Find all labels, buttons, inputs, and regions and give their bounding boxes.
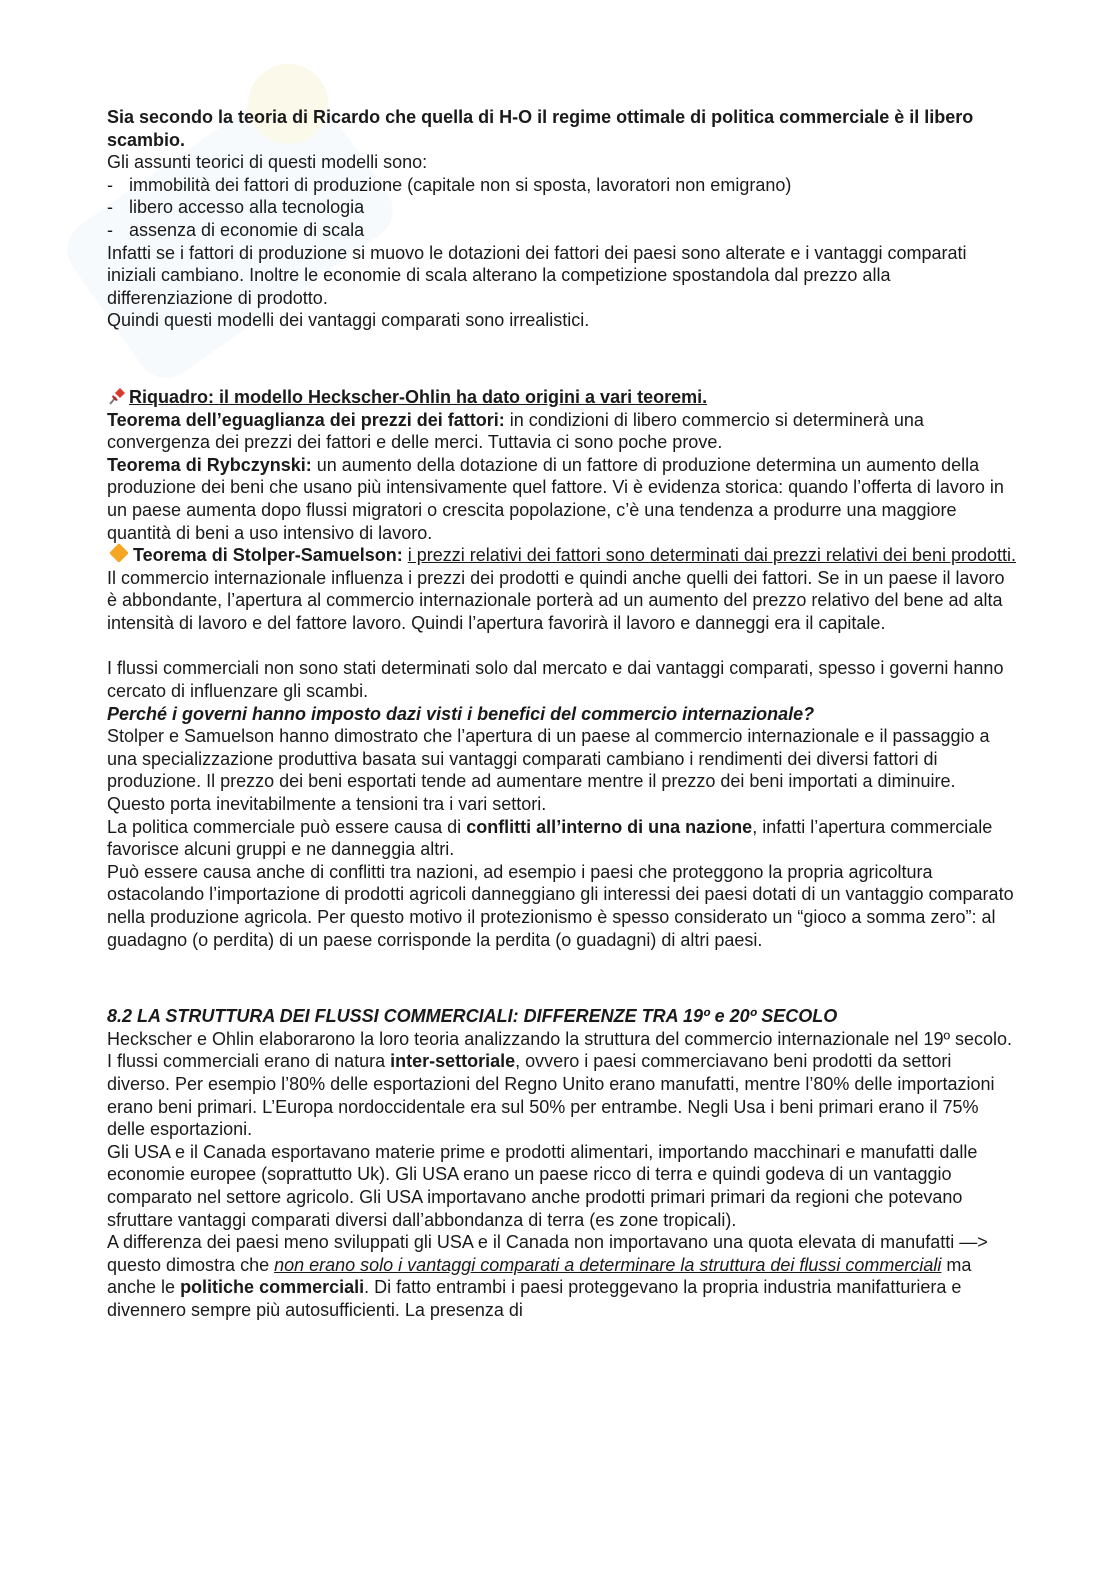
orange-diamond-icon [109,543,129,563]
document-page [107,106,1019,1322]
list-item: - assenza di economie di scala [107,219,1019,242]
intro-conclusion: Quindi questi modelli dei vantaggi comparati sono irrealistici. [107,310,590,331]
gov-paragraph-4: La politica commerciale può essere causa di conflitti all’interno di una nazione, infatti l’apertura commerciale favorisce alcuni gruppi e ne danneggia altri. [107,816,993,860]
gov-question: Perché i governi hanno imposto dazi visti i benefici del commercio internazionale? [107,703,815,724]
pushpin-icon [107,386,127,406]
gov-paragraph-1: I flussi commerciali non sono stati determinati solo dal mercato e dai vantaggi comparati, spesso i governi hanno cercato di influenzare gli scambi. [107,658,1004,702]
section-paragraph-1: Heckscher e Ohlin elaborarono la loro teoria analizzando la struttura del commercio internazionale nel 19º secolo. I flussi commerciali erano di natura inter-settoriale, ovvero i paesi commerciavano beni prodotti da settori diverso. Per esempio l’80% delle esportazioni del Regno Unito erano manufatti, mentre l’80% delle importazioni erano beni primari. L’Europa nordoccidentale era sul 50% per entrambe. Negli Usa i beni primari erano il 75% delle esportazioni. [107,1028,1013,1140]
intro-explanation: Infatti se i fattori di produzione si muovo le dotazioni dei fattori dei paesi sono alterate e i vantaggi comparati iniziali cambiano. Inoltre le economie di scala alterano la competizione spostandola dal prezzo alla differenziazione di prodotto. [107,242,967,308]
assumptions-lead: Gli assunti teorici di questi modelli sono: [107,152,428,173]
section-paragraph-2: Gli USA e il Canada esportavano materie prime e prodotti alimentari, importando macchinari e manufatti dalle economie europee (soprattutto Uk). Gli USA erano un paese ricco di terra e quindi godeva di un vantaggio comparato nel settore agricolo. Gli USA importavano anche prodotti primari primari da regioni che potevano sfruttare vantaggi comparati diversi dall’abbondanza di terra (es zone tropicali). [107,1141,978,1230]
list-item: - immobilità dei fattori di produzione (capitale non si sposta, lavoratori non emigrano) [107,174,1019,197]
gov-paragraph-2: Stolper e Samuelson hanno dimostrato che l’apertura di un paese al commercio internazionale e il passaggio a una specializzazione produttiva basata sui vantaggi comparati cambiano i rendimenti dei diversi fattori di produzione. Il prezzo dei beni esportati tende ad aumentare mentre il prezzo dei beni importati a diminuire. [107,726,990,792]
box-title: Riquadro: il modello Heckscher-Ohlin ha dato origini a vari teoremi. [107,386,1019,409]
list-item: - libero accesso alla tecnologia [107,196,1019,219]
gov-paragraph-3: Questo porta inevitabilmente a tensioni tra i vari settori. [107,794,547,815]
gov-paragraph-5: Può essere causa anche di conflitti tra nazioni, ad esempio i paesi che proteggono la propria agricoltura ostacolando l’importazione di prodotti agricoli danneggiano gli interessi dei paesi dotati di un vantaggio comparato nella produzione agricola. Per questo motivo il protezionismo è spesso considerato un “gioco a somma zero”: al guadagno (o perdita) di un paese corrisponde la perdita (o guadagni) di altri paesi. [107,861,1014,950]
theorem-rybczynski: Teorema di Rybczynski: un aumento della dotazione di un fattore di produzione determina un aumento della produzione dei beni che usano più intensivamente quel fattore. Vi è evidenza storica: quando l’offerta di lavoro in un paese aumenta dopo flussi migratori o crescita popolazione, c’è una tendenza a produrre una maggiore quantità di beni a uso intensivo di lavoro. [107,454,1004,543]
section-paragraph-3: A differenza dei paesi meno sviluppati gli USA e il Canada non importavano una quota elevata di manufatti —> questo dimostra che non erano solo i vantaggi comparati a determinare la struttura dei flussi commerciali ma anche le politiche commerciali. Di fatto entrambi i paesi proteggevano la propria industria manifatturiera e divennero sempre più autosufficienti. La presenza di [107,1232,988,1320]
theorem-stolper-samuelson: Teorema di Stolper-Samuelson: i prezzi relativi dei fattori sono determinati dai prezzi relativi dei beni prodotti. Il commercio internazionale influenza i prezzi dei prodotti e quindi anche quelli dei fattori. Se in un paese il lavoro è abbondante, l’apertura al commercio internazionale porterà ad un aumento del prezzo relativo del bene ad alta intensità di lavoro e del fattore lavoro. Quindi l’apertura favorirà il lavoro e danneggi era il capitale. [107,545,1017,633]
section-title: 8.2 LA STRUTTURA DEI FLUSSI COMMERCIALI: DIFFERENZE TRA 19º e 20º SECOLO [107,1006,838,1027]
theorem-factor-price: Teorema dell’eguaglianza dei prezzi dei fattori: in condizioni di libero commercio si determinerà una convergenza dei prezzi dei fattori e delle merci. Tuttavia ci sono poche prove. [107,409,924,453]
assumptions-list [107,174,1019,242]
intro-heading: Sia secondo la teoria di Ricardo che quella di H-O il regime ottimale di politica commerciale è il libero scambio. [107,107,974,150]
